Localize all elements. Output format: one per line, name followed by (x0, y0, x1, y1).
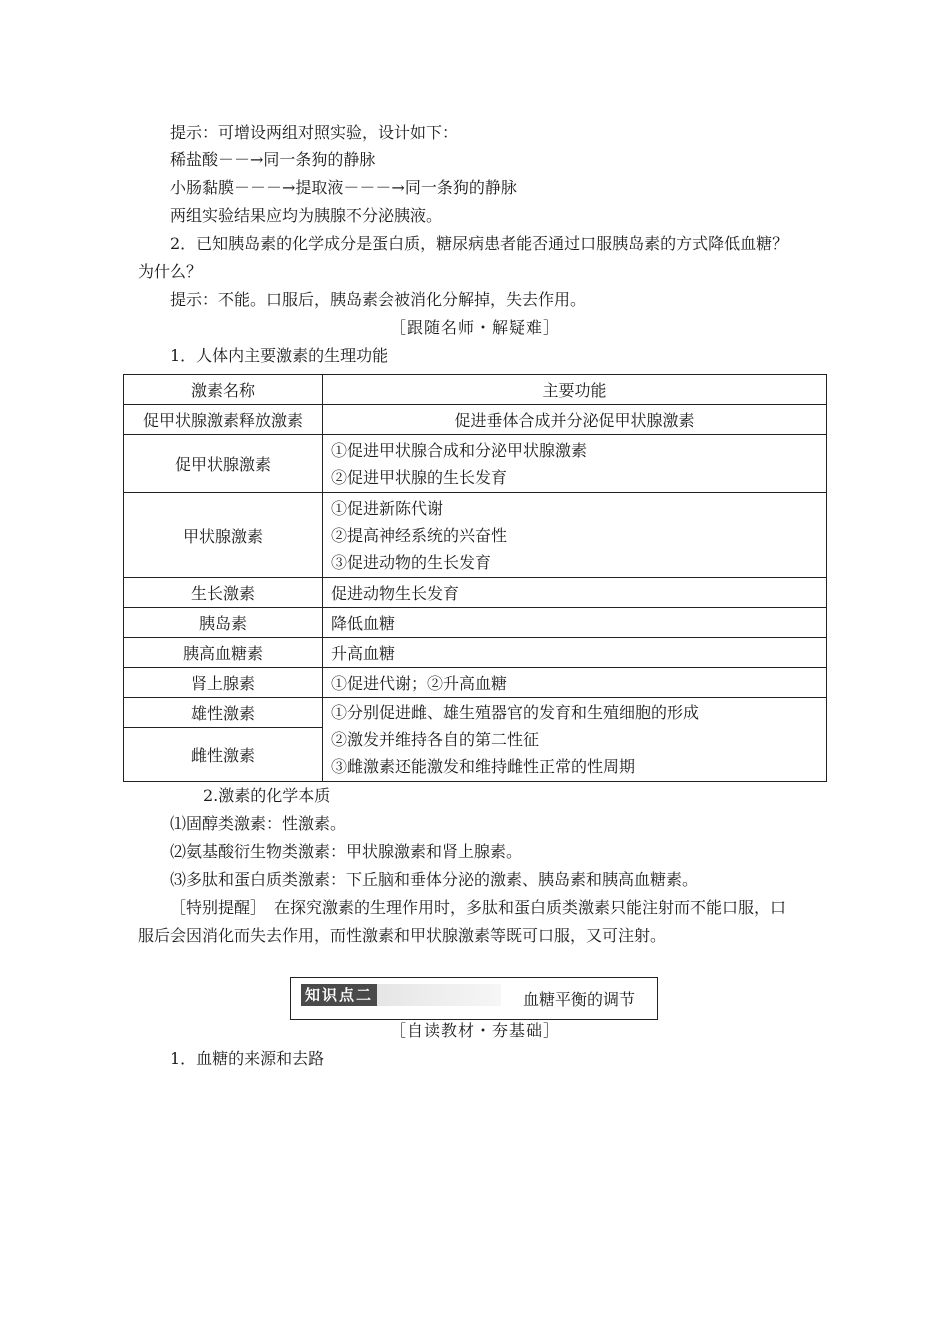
hormone-name: 甲状腺激素 (124, 493, 323, 578)
question-2-line-2: 为什么？ (138, 262, 203, 281)
hormone-name: 生长激素 (124, 578, 323, 608)
hormone-name: 胰高血糖素 (124, 638, 323, 668)
hormone-function: 降低血糖 (323, 608, 827, 638)
hormone-name: 雄性激素 (124, 698, 323, 728)
table-header-function: 主要功能 (323, 375, 827, 405)
hormone-name: 胰岛素 (124, 608, 323, 638)
table-header-row (124, 375, 827, 405)
knowledge-point-title: 血糖平衡的调节 (523, 990, 636, 1009)
function-line: ①分别促进雌、雄生殖器官的发育和生殖细胞的形成 (331, 703, 700, 722)
experiment-line-2: 小肠黏膜－－－→提取液－－－→同一条狗的静脉 (170, 178, 517, 197)
table-header-name: 激素名称 (124, 375, 323, 405)
function-line: ②激发并维持各自的第二性征 (331, 730, 540, 749)
special-note-line-2: 服后会因消化而失去作用，而性激素和甲状腺激素等既可口服，又可注射。 (138, 926, 667, 945)
experiment-line-1: 稀盐酸－－→同一条狗的静脉 (170, 150, 376, 169)
hormone-function: 促进动物生长发育 (323, 578, 827, 608)
hormone-name: 促甲状腺激素 (124, 435, 323, 493)
table-row (124, 608, 827, 638)
function-line: ①促进甲状腺合成和分泌甲状腺激素 (331, 440, 588, 460)
table-row (124, 638, 827, 668)
function-line: ①促进新陈代谢 (331, 498, 444, 518)
knowledge-point-label-strip (301, 984, 501, 1006)
item-2-point-3: ⑶多肽和蛋白质类激素：下丘脑和垂体分泌的激素、胰岛素和胰高血糖素。 (170, 870, 699, 889)
section-heading-self-study: ［自读教材・夯基础］ (389, 1021, 560, 1040)
hint-intro: 提示：可增设两组对照实验，设计如下： (170, 123, 459, 142)
item-2-title: 2.激素的化学本质 (203, 786, 331, 805)
knowledge-point-banner (290, 977, 658, 1020)
question-2-line-1: 2．已知胰岛素的化学成分是蛋白质，糖尿病患者能否通过口服胰岛素的方式降低血糖？ (170, 234, 789, 253)
item-2-point-2: ⑵氨基酸衍生物类激素：甲状腺激素和肾上腺素。 (170, 842, 523, 861)
hormone-function: 升高血糖 (323, 638, 827, 668)
experiment-result: 两组实验结果应均为胰腺不分泌胰液。 (170, 206, 443, 225)
hormone-name: 肾上腺素 (124, 668, 323, 698)
hormone-function: 促进垂体合成并分泌促甲状腺激素 (323, 405, 827, 435)
section-heading-teacher: ［跟随名师・解疑难］ (389, 318, 560, 337)
question-2-hint: 提示：不能。口服后，胰岛素会被消化分解掉，失去作用。 (170, 290, 587, 309)
item-2-point-1: ⑴固醇类激素：性激素。 (170, 814, 347, 833)
table-row (124, 493, 827, 578)
function-line: ③雌激素还能激发和维持雌性正常的性周期 (331, 757, 636, 776)
hormone-function (323, 435, 827, 493)
hormone-function-table (123, 374, 827, 782)
item-3-title: 1．血糖的来源和去路 (170, 1049, 325, 1068)
table-row (124, 405, 827, 435)
function-line: ②促进甲状腺的生长发育 (331, 467, 508, 487)
hormone-function: ①促进代谢；②升高血糖 (323, 668, 827, 698)
knowledge-point-tag: 知识点二 (301, 984, 377, 1006)
table-row (124, 668, 827, 698)
hormone-name: 雌性激素 (124, 728, 323, 782)
item-1-title: 1．人体内主要激素的生理功能 (170, 346, 389, 365)
special-note-line-1: ［特别提醒］ 在探究激素的生理作用时，多肽和蛋白质类激素只能注射而不能口服，口 (170, 898, 787, 917)
hormone-function (323, 493, 827, 578)
function-line: ②提高神经系统的兴奋性 (331, 525, 508, 545)
hormone-name: 促甲状腺激素释放激素 (124, 405, 323, 435)
hormone-function (323, 698, 827, 782)
function-line: ③促进动物的生长发育 (331, 552, 492, 572)
table-row (124, 698, 827, 728)
table-row (124, 435, 827, 493)
table-row (124, 578, 827, 608)
